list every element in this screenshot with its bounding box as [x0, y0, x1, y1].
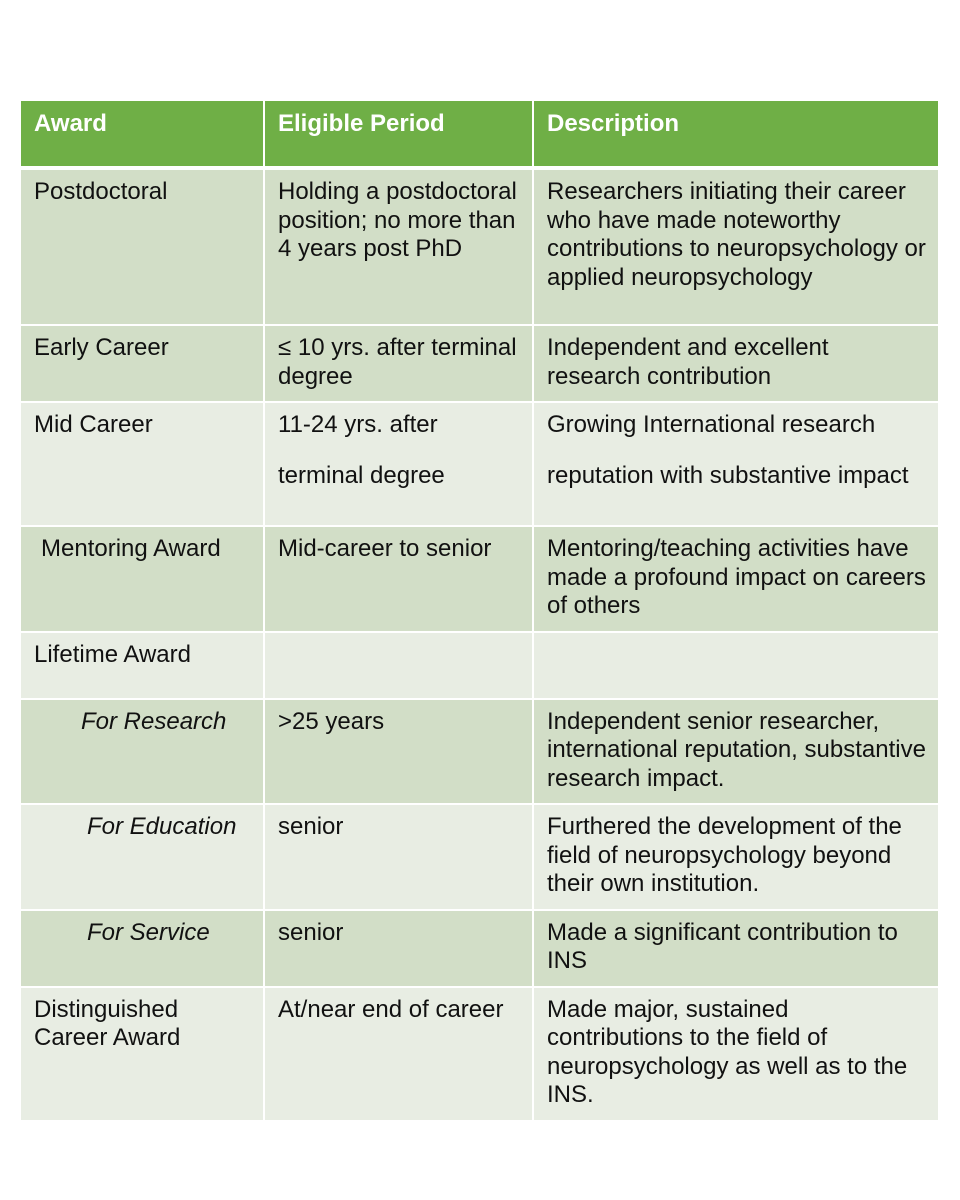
description-line: reputation with substantive impact [547, 461, 909, 489]
header-eligible-period: Eligible Period [264, 100, 533, 168]
description-cell: Mentoring/teaching activities have made a profound impact on careers of others [533, 526, 939, 632]
description-cell: Independent and excellent research contribution [533, 325, 939, 402]
award-cell: Early Career [20, 325, 264, 402]
table-row [20, 910, 939, 987]
header-award: Award [20, 100, 264, 168]
period-cell: >25 years [264, 699, 533, 805]
description-cell: Furthered the development of the field of neuropsychology beyond their own institution. [533, 804, 939, 910]
table-row [20, 526, 939, 632]
period-cell: senior [264, 910, 533, 987]
header-description: Description [533, 100, 939, 168]
description-cell [533, 632, 939, 699]
award-cell: Distinguished Career Award [20, 987, 264, 1121]
description-cell: Made a significant contribution to INS [533, 910, 939, 987]
table-header-row [20, 100, 939, 168]
period-cell: Mid-career to senior [264, 526, 533, 632]
period-line: 11-24 yrs. after [278, 411, 438, 438]
period-cell: Holding a postdoctoral position; no more than 4 years post PhD [264, 168, 533, 325]
table-row [20, 987, 939, 1121]
award-cell: For Research [20, 699, 264, 805]
period-cell [264, 402, 533, 526]
award-cell: Mentoring Award [20, 526, 264, 632]
awards-table-container [19, 99, 938, 1122]
award-cell: Lifetime Award [20, 632, 264, 699]
table-row [20, 168, 939, 325]
table-row [20, 699, 939, 805]
description-cell: Made major, sustained contributions to the field of neuropsychology as well as to the INS. [533, 987, 939, 1121]
table-row [20, 804, 939, 910]
period-cell: ≤ 10 yrs. after terminal degree [264, 325, 533, 402]
description-cell: Independent senior researcher, international reputation, substantive research impact. [533, 699, 939, 805]
award-cell: Postdoctoral [20, 168, 264, 325]
award-cell: For Service [20, 910, 264, 987]
table-row [20, 325, 939, 402]
description-line: Growing International research [547, 411, 876, 438]
table-row [20, 632, 939, 699]
period-line: terminal degree [278, 461, 445, 489]
description-cell: Researchers initiating their career who have made noteworthy contributions to neuropsychology or applied neuropsychology [533, 168, 939, 325]
period-cell: At/near end of career [264, 987, 533, 1121]
description-cell [533, 402, 939, 526]
award-cell: For Education [20, 804, 264, 910]
table-row [20, 402, 939, 526]
award-cell: Mid Career [20, 402, 264, 526]
period-cell: senior [264, 804, 533, 910]
period-cell [264, 632, 533, 699]
awards-table [19, 99, 940, 1122]
